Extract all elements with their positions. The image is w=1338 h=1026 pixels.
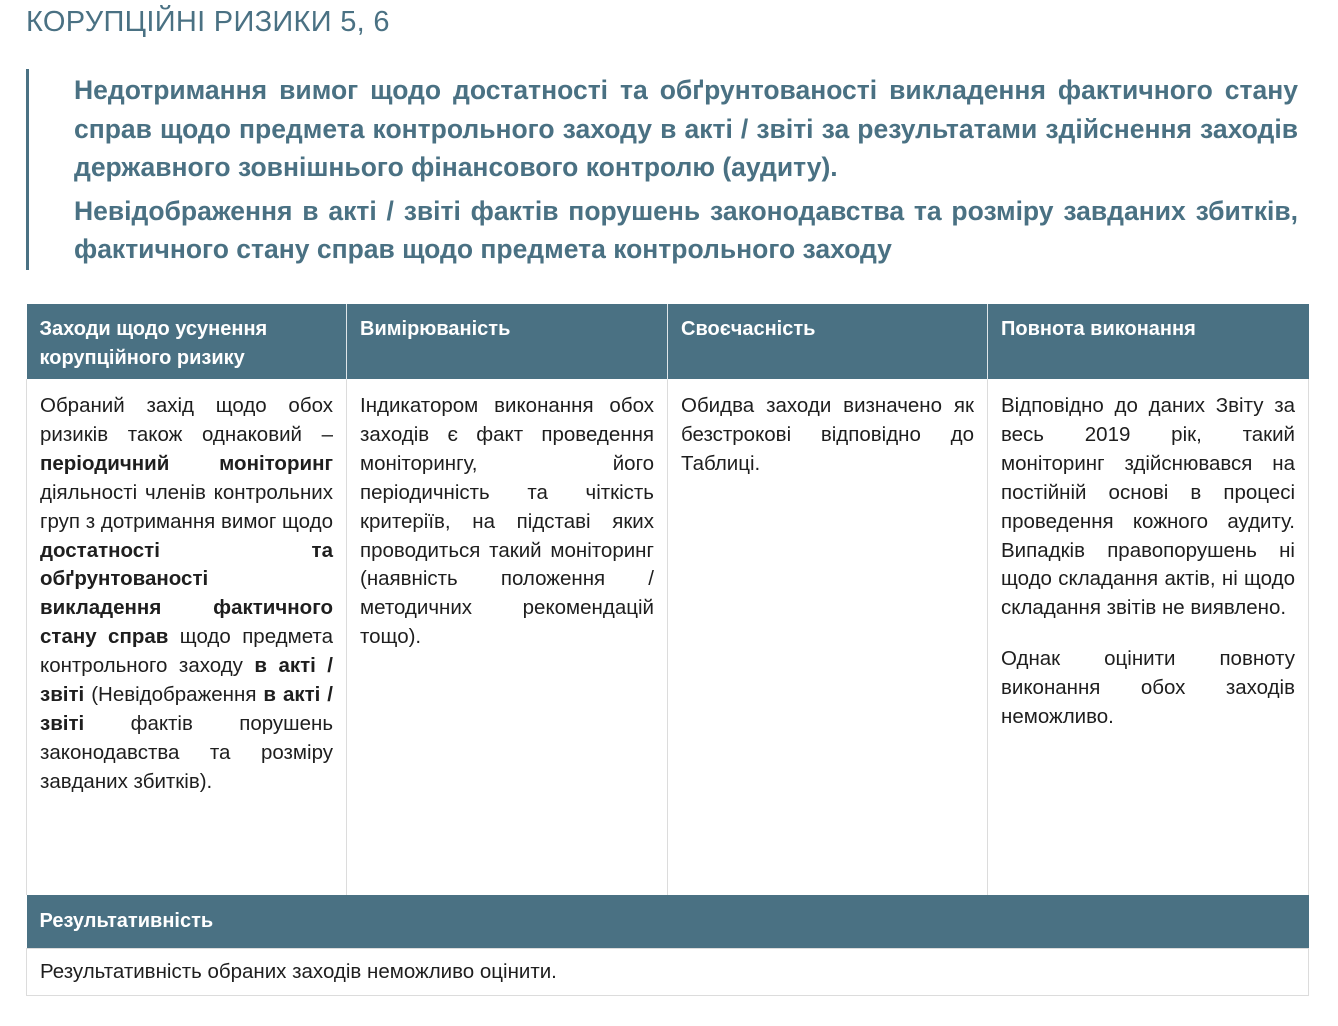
risk-6-description: Невідображення в акті / звіті фактів порушень законодавства та розміру завданих збитків, фактичного стану справ щодо предмета контрольного заходу bbox=[74, 195, 1298, 264]
result-text: Результативність обраних заходів неможливо оцінити. bbox=[27, 949, 1309, 996]
header-measures: Заходи щодо усунення корупційного ризику bbox=[27, 304, 347, 379]
result-header-row bbox=[27, 895, 1309, 949]
header-completeness: Повнота виконання bbox=[988, 304, 1309, 379]
completeness-text-2: Однак оцінити повноту виконання обох заходів неможливо. bbox=[1001, 647, 1295, 729]
page-title: КОРУПЦІЙНІ РИЗИКИ 5, 6 bbox=[26, 6, 390, 38]
cell-measures bbox=[27, 379, 347, 895]
cell-timeliness bbox=[668, 379, 988, 895]
measures-text: Обраний захід щодо обох ризиків також однаковий – періодичний моніторинг діяльності членів контрольних груп з дотримання вимог щодо достатності та обґрунтованості викладення фактичного стану справ щодо предмета контрольного заходу в акті / звіті (Невідображення в акті / звіті фактів порушень законодавства та розміру завданих збитків). bbox=[40, 394, 333, 793]
header-measurability: Вимірюваність bbox=[347, 304, 668, 379]
risk-5-description: Недотримання вимог щодо достатності та обґрунтованості викладення фактичного стану справ щодо предмета контрольного заходу в акті / звіті за результатами здійснення заходів державного зовнішнього фінансового контролю (аудиту). bbox=[74, 75, 1298, 182]
table-header-row bbox=[27, 304, 1309, 379]
risk-description-block bbox=[26, 69, 1298, 270]
timeliness-text: Обидва заходи визначено як безстрокові відповідно до Таблиці. bbox=[681, 394, 974, 475]
table-row bbox=[27, 379, 1309, 895]
cell-measurability bbox=[347, 379, 668, 895]
result-header: Результативність bbox=[27, 895, 1309, 949]
measurability-text: Індикатором виконання обох заходів є факт проведення моніторингу, його періодичність та чіткість критеріїв, на підставі яких проводиться такий моніторинг (наявність положення / методичних рекомендацій тощо). bbox=[360, 394, 654, 649]
header-timeliness: Своєчасність bbox=[668, 304, 988, 379]
cell-completeness bbox=[988, 379, 1309, 895]
completeness-text-1: Відповідно до даних Звіту за весь 2019 рік, такий моніторинг здійснювався на постійній основі в процесі проведення кожного аудиту. Випадків правопорушень ні щодо складання актів, ні щодо складання звітів не виявлено. bbox=[1001, 394, 1295, 620]
result-row bbox=[27, 949, 1309, 996]
risk-table bbox=[26, 304, 1309, 996]
